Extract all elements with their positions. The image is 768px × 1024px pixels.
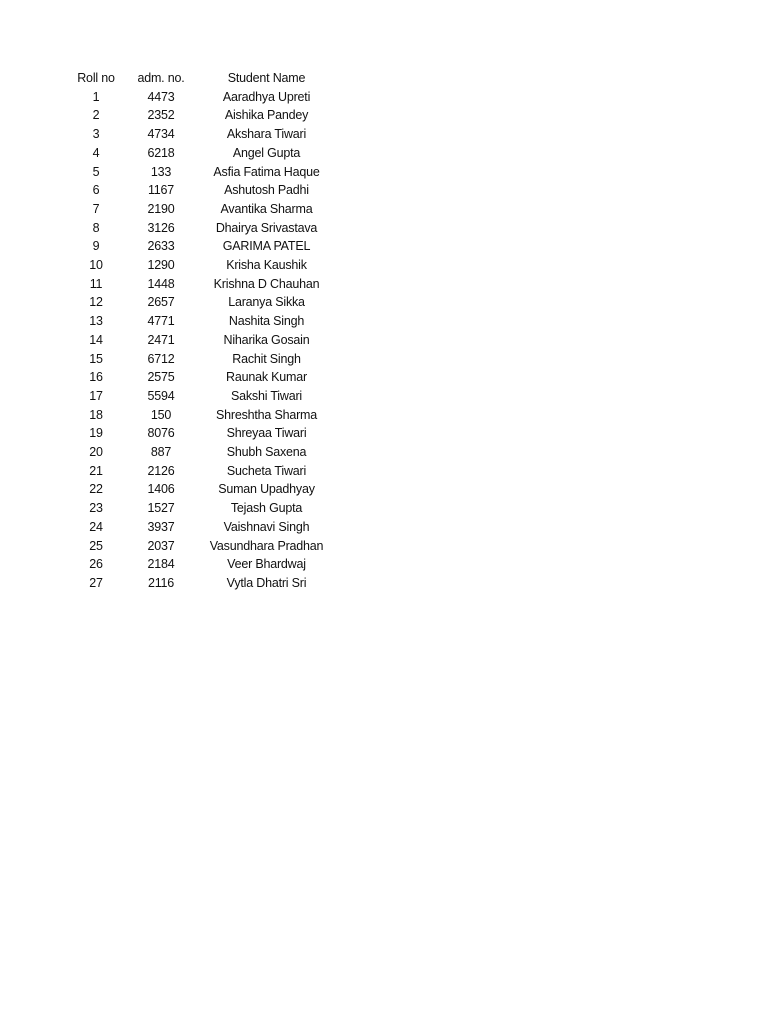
student-name-cell: Akshara Tiwari xyxy=(226,127,307,142)
student-name-cell: Vaishnavi Singh xyxy=(223,519,310,534)
student-name-cell: Suman Upadhyay xyxy=(218,482,315,497)
student-name-cell: Krishna D Chauhan xyxy=(213,276,320,291)
adm-no-cell: 4734 xyxy=(147,127,175,142)
table-row xyxy=(64,555,339,574)
student-name-cell: Shreshtha Sharma xyxy=(215,407,318,422)
roll-no-cell: 17 xyxy=(89,388,103,403)
table-row xyxy=(64,312,339,331)
roll-no-cell: 11 xyxy=(89,276,103,291)
roll-no-cell: 22 xyxy=(89,482,103,497)
table-row xyxy=(64,163,339,182)
adm-no-cell: 2657 xyxy=(147,295,175,310)
roll-no-cell: 7 xyxy=(92,201,100,216)
table-row xyxy=(64,368,339,387)
student-name-cell: Avantika Sharma xyxy=(220,201,313,216)
adm-no-cell: 5594 xyxy=(147,388,175,403)
adm-no-cell: 8076 xyxy=(147,426,175,441)
adm-no-cell: 6712 xyxy=(147,351,175,366)
adm-no-cell: 2126 xyxy=(147,463,175,478)
roll-no-cell: 10 xyxy=(89,258,103,273)
roll-no-header: Roll no xyxy=(77,71,115,85)
student-name-cell: Sakshi Tiwari xyxy=(230,388,303,403)
table-row xyxy=(64,256,339,275)
student-name-cell: GARIMA PATEL xyxy=(222,239,311,254)
adm-no-cell: 150 xyxy=(150,407,172,422)
student-name-header: Student Name xyxy=(227,71,306,85)
student-name-cell: Vytla Dhatri Sri xyxy=(226,575,307,590)
student-roster-sheet xyxy=(64,69,339,593)
table-row xyxy=(64,331,339,350)
student-name-cell: Angel Gupta xyxy=(232,145,301,160)
table-row xyxy=(64,406,339,425)
adm-no-cell: 2037 xyxy=(147,538,175,553)
adm-no-cell: 2116 xyxy=(147,575,175,590)
roll-no-cell: 5 xyxy=(92,164,100,179)
roll-no-cell: 23 xyxy=(89,501,103,516)
table-row xyxy=(64,106,339,125)
roster-body xyxy=(64,88,339,593)
adm-no-cell: 2352 xyxy=(147,108,175,123)
adm-no-cell: 1290 xyxy=(147,258,175,273)
roll-no-cell: 2 xyxy=(92,108,100,123)
student-name-cell: Aishika Pandey xyxy=(224,108,309,123)
adm-no-cell: 2184 xyxy=(147,557,175,572)
adm-no-cell: 2575 xyxy=(147,370,175,385)
roll-no-cell: 24 xyxy=(89,519,103,534)
student-name-cell: Raunak Kumar xyxy=(226,370,307,385)
table-row xyxy=(64,424,339,443)
table-row xyxy=(64,219,339,238)
student-name-cell: Veer Bhardwaj xyxy=(227,557,306,572)
student-name-cell: Sucheta Tiwari xyxy=(226,463,307,478)
roll-no-cell: 3 xyxy=(92,127,100,142)
table-row xyxy=(64,293,339,312)
adm-no-cell: 887 xyxy=(150,445,172,460)
roll-no-cell: 18 xyxy=(89,407,103,422)
roll-no-cell: 6 xyxy=(92,183,100,198)
table-row xyxy=(64,125,339,144)
student-name-cell: Rachit Singh xyxy=(232,351,301,366)
roll-no-cell: 9 xyxy=(92,239,100,254)
adm-no-cell: 1406 xyxy=(147,482,175,497)
roll-no-cell: 25 xyxy=(89,538,103,553)
adm-no-cell: 2471 xyxy=(147,332,175,347)
roll-no-cell: 15 xyxy=(89,351,103,366)
table-header-row xyxy=(64,69,339,88)
student-name-cell: Dhairya Srivastava xyxy=(215,220,318,235)
roll-no-cell: 19 xyxy=(89,426,103,441)
table-row xyxy=(64,237,339,256)
table-row xyxy=(64,88,339,107)
roll-no-cell: 20 xyxy=(89,445,103,460)
adm-no-cell: 133 xyxy=(150,164,172,179)
student-name-cell: Asfia Fatima Haque xyxy=(213,164,320,179)
adm-no-cell: 6218 xyxy=(147,145,175,160)
roll-no-cell: 4 xyxy=(92,145,100,160)
student-name-cell: Ashutosh Padhi xyxy=(224,183,309,198)
adm-no-cell: 1448 xyxy=(147,276,175,291)
adm-no-cell: 2633 xyxy=(147,239,175,254)
adm-no-cell: 4771 xyxy=(147,314,175,329)
roll-no-cell: 27 xyxy=(89,575,103,590)
table-row xyxy=(64,537,339,556)
table-row xyxy=(64,200,339,219)
student-name-cell: Krisha Kaushik xyxy=(226,258,307,273)
table-row xyxy=(64,181,339,200)
table-row xyxy=(64,275,339,294)
student-name-cell: Shubh Saxena xyxy=(226,445,307,460)
table-row xyxy=(64,443,339,462)
roll-no-cell: 26 xyxy=(89,557,103,572)
roll-no-cell: 12 xyxy=(89,295,103,310)
table-row xyxy=(64,574,339,593)
adm-no-header: adm. no. xyxy=(137,71,185,85)
roll-no-cell: 13 xyxy=(89,314,103,329)
adm-no-cell: 3126 xyxy=(147,220,175,235)
table-row xyxy=(64,518,339,537)
adm-no-cell: 1527 xyxy=(147,501,175,516)
student-name-cell: Niharika Gosain xyxy=(223,332,310,347)
table-row xyxy=(64,499,339,518)
table-row xyxy=(64,387,339,406)
table-row xyxy=(64,144,339,163)
adm-no-cell: 2190 xyxy=(147,201,175,216)
student-name-cell: Aaradhya Upreti xyxy=(222,89,311,104)
roll-no-cell: 1 xyxy=(92,89,100,104)
student-roster-table xyxy=(64,69,339,593)
adm-no-cell: 3937 xyxy=(147,519,175,534)
table-row xyxy=(64,350,339,369)
student-name-cell: Vasundhara Pradhan xyxy=(209,538,324,553)
student-name-cell: Shreyaa Tiwari xyxy=(226,426,307,441)
roll-no-cell: 16 xyxy=(89,370,103,385)
roll-no-cell: 14 xyxy=(89,332,103,347)
student-name-cell: Nashita Singh xyxy=(228,314,305,329)
student-name-cell: Laranya Sikka xyxy=(228,295,305,310)
roll-no-cell: 21 xyxy=(89,463,103,478)
student-name-cell: Tejash Gupta xyxy=(230,501,303,516)
table-row xyxy=(64,462,339,481)
adm-no-cell: 4473 xyxy=(147,89,175,104)
adm-no-cell: 1167 xyxy=(147,183,175,198)
table-row xyxy=(64,480,339,499)
roll-no-cell: 8 xyxy=(92,220,100,235)
